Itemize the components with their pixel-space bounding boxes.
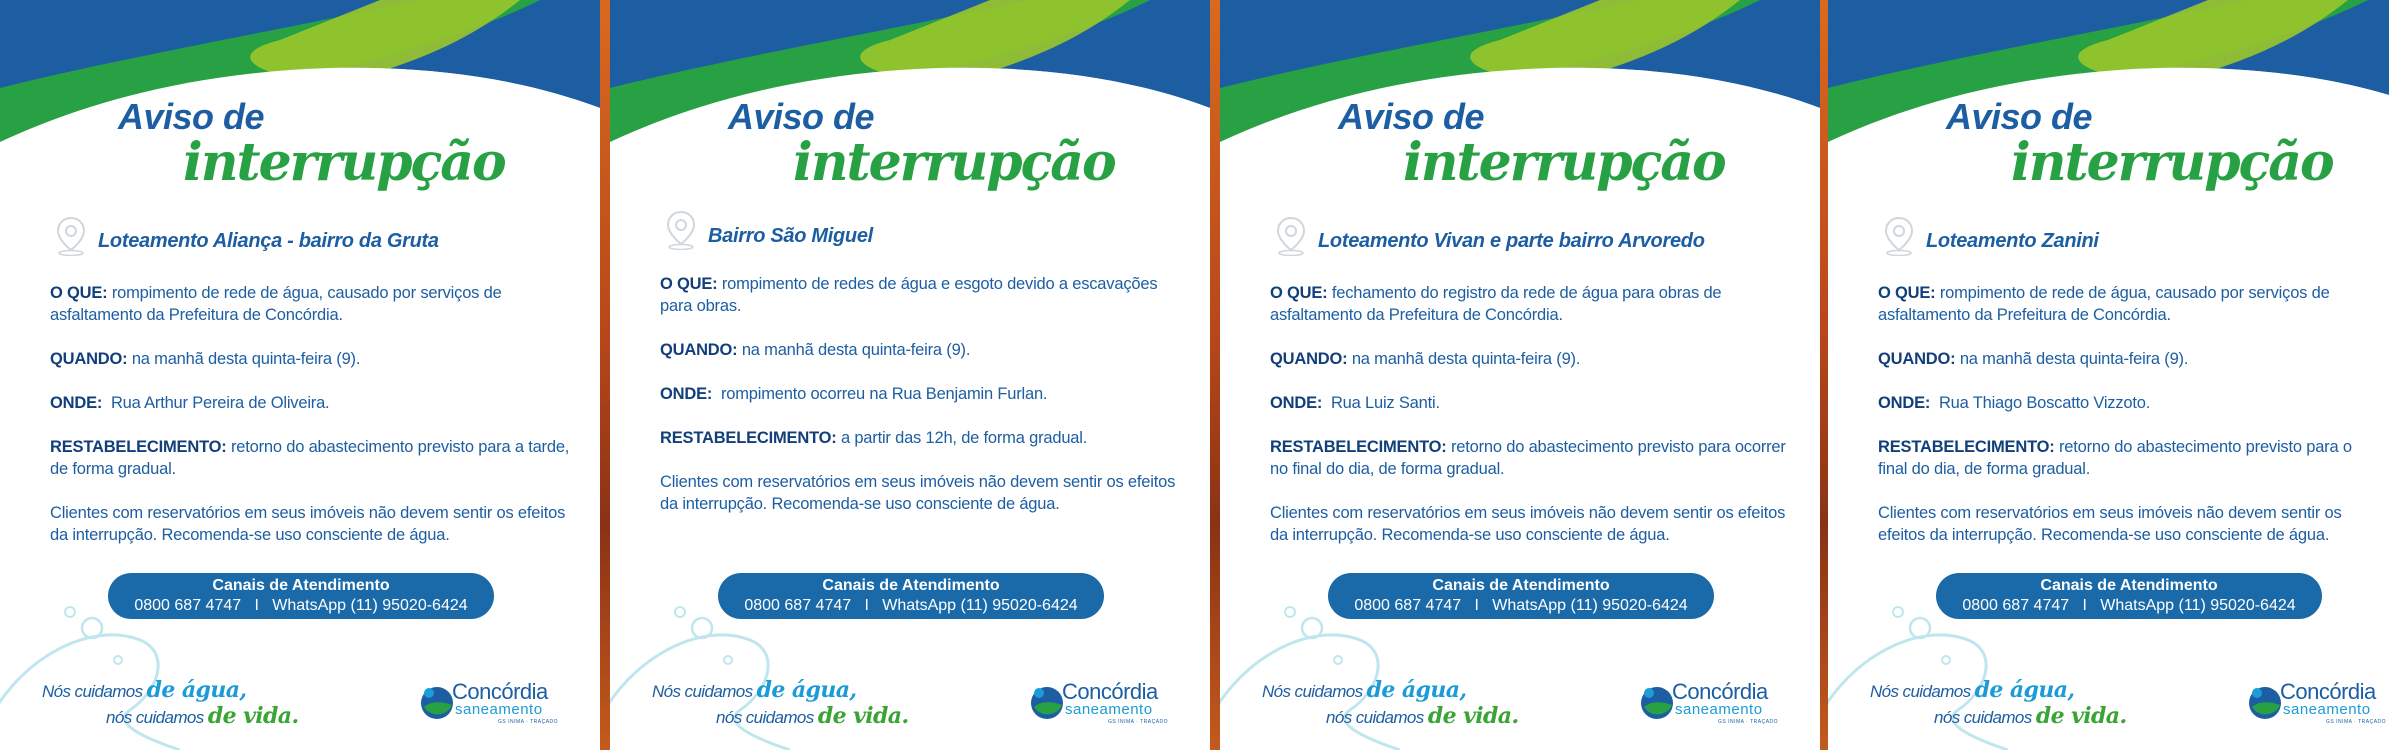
contact-phones: 0800 687 4747 I WhatsApp (11) 95020-6424 bbox=[1354, 597, 1688, 614]
slogan-line1-b: de água, bbox=[1366, 677, 1467, 703]
slogan-line1-a: Nós cuidamos bbox=[42, 682, 143, 701]
slogan-line1-b: de água, bbox=[756, 677, 857, 703]
what-label: O QUE: bbox=[1878, 284, 1936, 302]
logo-subtitle: saneamento bbox=[1675, 701, 1763, 718]
contact-phones: 0800 687 4747 I WhatsApp (11) 95020-6424 bbox=[134, 597, 468, 614]
where-label: ONDE: bbox=[50, 394, 103, 412]
title-line1: Aviso de bbox=[1946, 96, 2093, 137]
slogan-line2-b: de vida. bbox=[1427, 703, 1519, 729]
where-paragraph bbox=[660, 383, 1180, 405]
where-paragraph bbox=[50, 392, 570, 414]
location-name: Bairro São Miguel bbox=[708, 225, 873, 247]
slogan-line2-a: nós cuidamos bbox=[1934, 708, 2032, 727]
slogan-line2 bbox=[106, 703, 299, 729]
what-label: O QUE: bbox=[50, 284, 108, 302]
when-paragraph bbox=[660, 339, 1180, 361]
notice-body bbox=[1270, 282, 1790, 568]
logo-tagline: GS INIMA · TRAÇADO bbox=[1108, 719, 1169, 725]
restoration-paragraph bbox=[1270, 436, 1790, 480]
notice-card-1 bbox=[0, 0, 600, 750]
contact-channels-title: Canais de Atendimento bbox=[212, 577, 390, 594]
slogan-line2 bbox=[1934, 703, 2127, 729]
slogan-line2 bbox=[1326, 703, 1519, 729]
title-line2: interrupção bbox=[793, 132, 1115, 193]
logo-subtitle: saneamento bbox=[455, 701, 543, 718]
slogan-line2-b: de vida. bbox=[817, 703, 909, 729]
when-text: na manhã desta quinta-feira (9). bbox=[131, 350, 361, 368]
concordia-logo-icon bbox=[1028, 683, 1066, 721]
slogan-line1-a: Nós cuidamos bbox=[652, 682, 753, 701]
where-paragraph bbox=[1878, 392, 2368, 414]
location-pin-icon bbox=[1882, 216, 1916, 256]
when-label: QUANDO: bbox=[660, 341, 738, 359]
slogan-line1 bbox=[1262, 677, 1466, 703]
what-paragraph bbox=[1878, 282, 2368, 326]
when-text: na manhã desta quinta-feira (9). bbox=[1351, 350, 1581, 368]
when-text: na manhã desta quinta-feira (9). bbox=[1959, 350, 2189, 368]
slogan-line1-b: de água, bbox=[146, 677, 247, 703]
logo-name: Concórdia bbox=[1062, 679, 1158, 704]
location-name: Loteamento Aliança - bairro da Gruta bbox=[98, 230, 439, 252]
what-label: O QUE: bbox=[1270, 284, 1328, 302]
restoration-paragraph bbox=[50, 436, 570, 480]
what-paragraph bbox=[1270, 282, 1790, 326]
what-text: rompimento de rede de água, causado por serviços de asfaltamento da Prefeitura de Concórdia. bbox=[50, 284, 502, 324]
notice-card-2 bbox=[610, 0, 1210, 750]
when-paragraph bbox=[1878, 348, 2368, 370]
restoration-label: RESTABELECIMENTO: bbox=[660, 429, 837, 447]
notice-body bbox=[660, 273, 1180, 537]
notice-card-4 bbox=[1828, 0, 2389, 750]
separator bbox=[1210, 0, 1220, 750]
when-label: QUANDO: bbox=[50, 350, 128, 368]
restoration-label: RESTABELECIMENTO: bbox=[50, 438, 227, 456]
slogan-line1 bbox=[652, 677, 856, 703]
slogan-line2-a: nós cuidamos bbox=[1326, 708, 1424, 727]
slogan-line1-a: Nós cuidamos bbox=[1262, 682, 1363, 701]
what-text: rompimento de redes de água e esgoto devido a escavações para obras. bbox=[660, 275, 1158, 315]
concordia-logo-icon bbox=[1638, 683, 1676, 721]
contact-channels-title: Canais de Atendimento bbox=[1432, 577, 1610, 594]
location-pin-icon bbox=[664, 210, 698, 250]
where-paragraph bbox=[1270, 392, 1790, 414]
slogan-line1 bbox=[42, 677, 246, 703]
what-paragraph bbox=[50, 282, 570, 326]
what-text: rompimento de rede de água, causado por serviços de asfaltamento da Prefeitura de Concórdia. bbox=[1878, 284, 2330, 324]
slogan-line2 bbox=[716, 703, 909, 729]
title-line1: Aviso de bbox=[118, 96, 265, 137]
when-paragraph bbox=[1270, 348, 1790, 370]
logo-subtitle: saneamento bbox=[1065, 701, 1153, 718]
location-pin-icon bbox=[1274, 216, 1308, 256]
where-label: ONDE: bbox=[1270, 394, 1323, 412]
slogan-line1-a: Nós cuidamos bbox=[1870, 682, 1971, 701]
separator bbox=[600, 0, 610, 750]
slogan-line2-a: nós cuidamos bbox=[106, 708, 204, 727]
logo-subtitle: saneamento bbox=[2283, 701, 2371, 718]
where-text: Rua Arthur Pereira de Oliveira. bbox=[110, 394, 330, 412]
slogan-line2-b: de vida. bbox=[2035, 703, 2127, 729]
location-name: Loteamento Zanini bbox=[1926, 230, 2099, 252]
when-text: na manhã desta quinta-feira (9). bbox=[741, 341, 971, 359]
slogan-line1 bbox=[1870, 677, 2074, 703]
restoration-paragraph bbox=[1878, 436, 2368, 480]
restoration-label: RESTABELECIMENTO: bbox=[1270, 438, 1447, 456]
logo-name: Concórdia bbox=[2280, 679, 2376, 704]
logo-tagline: GS INIMA · TRAÇADO bbox=[2326, 719, 2387, 725]
restoration-text: retorno do abastecimento previsto para a tarde, de forma gradual. bbox=[50, 438, 570, 478]
title-line1: Aviso de bbox=[1338, 96, 1485, 137]
customers-note: Clientes com reservatórios em seus imóveis não devem sentir os efeitos da interrupção. Recomenda-se uso consciente de água. bbox=[50, 504, 566, 544]
title-line2: interrupção bbox=[2011, 132, 2333, 193]
title-line2: interrupção bbox=[183, 132, 505, 193]
where-label: ONDE: bbox=[660, 385, 713, 403]
logo-tagline: GS INIMA · TRAÇADO bbox=[498, 719, 559, 725]
title-line1: Aviso de bbox=[728, 96, 875, 137]
title-line2: interrupção bbox=[1403, 132, 1725, 193]
slogan-line2-b: de vida. bbox=[207, 703, 299, 729]
where-text: rompimento ocorreu na Rua Benjamin Furlan. bbox=[720, 385, 1048, 403]
notice-body bbox=[1878, 282, 2368, 568]
notice-card-3 bbox=[1220, 0, 1820, 750]
concordia-logo-icon bbox=[2246, 683, 2284, 721]
what-text: fechamento do registro da rede de água para obras de asfaltamento da Prefeitura de Concórdia. bbox=[1270, 284, 1722, 324]
customers-note: Clientes com reservatórios em seus imóveis não devem sentir os efeitos da interrupção. Recomenda-se uso consciente de água. bbox=[1270, 504, 1786, 544]
concordia-logo-icon bbox=[418, 683, 456, 721]
restoration-text: retorno do abastecimento previsto para ocorrer no final do dia, de forma gradual. bbox=[1270, 438, 1786, 478]
what-paragraph bbox=[660, 273, 1180, 317]
where-label: ONDE: bbox=[1878, 394, 1931, 412]
customers-note: Clientes com reservatórios em seus imóveis não devem sentir os efeitos da interrupção. Recomenda-se uso consciente de água. bbox=[660, 473, 1176, 513]
restoration-paragraph bbox=[660, 427, 1180, 449]
slogan-line1-b: de água, bbox=[1974, 677, 2075, 703]
restoration-label: RESTABELECIMENTO: bbox=[1878, 438, 2055, 456]
location-pin-icon bbox=[54, 216, 88, 256]
contact-channels-title: Canais de Atendimento bbox=[822, 577, 1000, 594]
restoration-text: a partir das 12h, de forma gradual. bbox=[840, 429, 1088, 447]
location-name: Loteamento Vivan e parte bairro Arvoredo bbox=[1318, 230, 1705, 252]
when-label: QUANDO: bbox=[1878, 350, 1956, 368]
logo-name: Concórdia bbox=[1672, 679, 1768, 704]
logo-name: Concórdia bbox=[452, 679, 548, 704]
logo-tagline: GS INIMA · TRAÇADO bbox=[1718, 719, 1779, 725]
slogan-line2-a: nós cuidamos bbox=[716, 708, 814, 727]
contact-channels-title: Canais de Atendimento bbox=[2040, 577, 2218, 594]
what-label: O QUE: bbox=[660, 275, 718, 293]
customers-note: Clientes com reservatórios em seus imóveis não devem sentir os efeitos da interrupção. Recomenda-se uso consciente de água. bbox=[1878, 504, 2342, 544]
when-label: QUANDO: bbox=[1270, 350, 1348, 368]
where-text: Rua Thiago Boscatto Vizzoto. bbox=[1938, 394, 2151, 412]
when-paragraph bbox=[50, 348, 570, 370]
contact-phones: 0800 687 4747 I WhatsApp (11) 95020-6424 bbox=[1962, 597, 2296, 614]
where-text: Rua Luiz Santi. bbox=[1330, 394, 1440, 412]
restoration-text: retorno do abastecimento previsto para o final do dia, de forma gradual. bbox=[1878, 438, 2352, 478]
notice-body bbox=[50, 282, 570, 568]
contact-phones: 0800 687 4747 I WhatsApp (11) 95020-6424 bbox=[744, 597, 1078, 614]
